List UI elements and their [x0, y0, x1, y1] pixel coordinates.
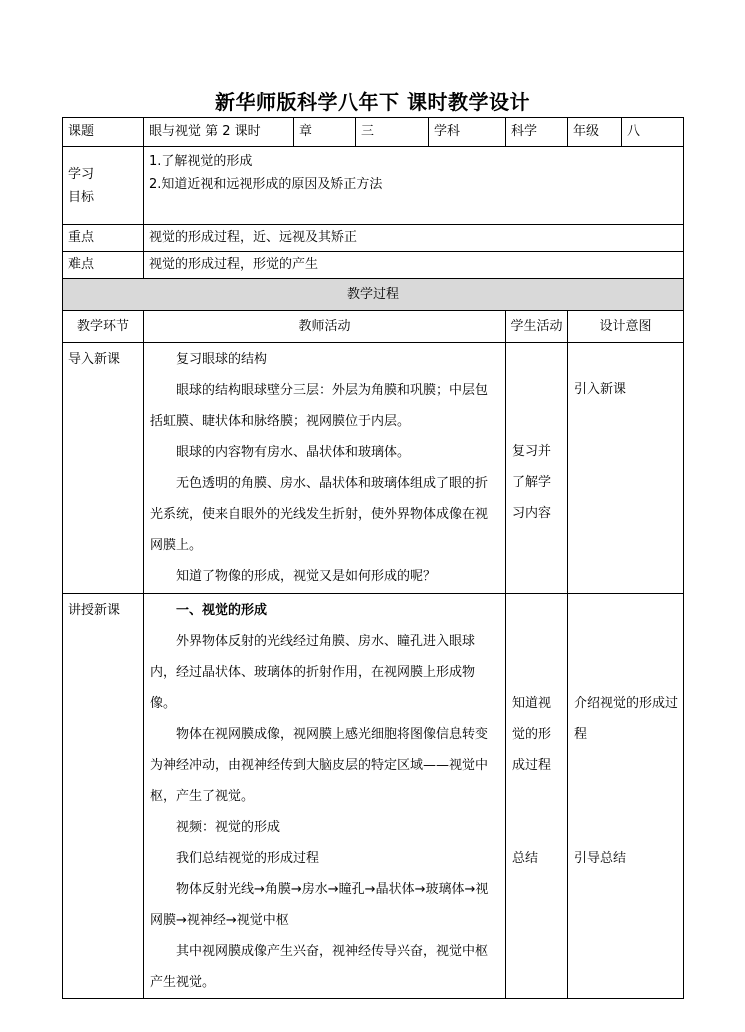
objectives-label-line: 学习	[68, 166, 95, 182]
subject-value: 科学	[506, 118, 568, 147]
student-activity-text: 复习并了解学习内容	[512, 444, 552, 521]
teacher-paragraph: 无色透明的角膜、房水、晶状体和玻璃体组成了眼的折光系统，使来自眼外的光线发生折射，使外界物体成像在视网膜上。	[150, 476, 489, 553]
process-header: 教学过程	[63, 279, 684, 311]
student-activity-text: 知道视觉的形成过程	[512, 696, 552, 773]
section-teaching-row	[63, 594, 684, 999]
document-title: 新华师版科学八年下 课时教学设计	[215, 90, 530, 114]
teacher-paragraph: 其中视网膜成像产生兴奋，视神经传导兴奋，视觉中枢产生视觉。	[150, 944, 489, 990]
col-student-header: 学生活动	[506, 311, 568, 343]
objectives-content	[144, 147, 684, 225]
difficulty-label: 难点	[63, 252, 144, 279]
teacher-paragraph: 物体在视网膜成像，视网膜上感光细胞将图像信息转变为神经冲动，由视神经传到大脑皮层的特定区域——视觉中枢，产生了视觉。	[150, 727, 489, 804]
column-header-row	[63, 311, 684, 343]
section-intro-row	[63, 343, 684, 594]
student-activity-text: 总结	[512, 851, 539, 866]
difficulty-row	[63, 252, 684, 279]
teacher-paragraph: 复习眼球的结构	[176, 352, 268, 367]
topic-label: 课题	[63, 118, 144, 147]
teacher-paragraph: 眼球的结构眼球壁分三层：外层为角膜和巩膜；中层包括虹膜、睫状体和脉络膜；视网膜位于内层。	[150, 383, 489, 429]
objective-item: 1.了解视觉的形成	[149, 154, 253, 169]
stage-label: 导入新课	[68, 352, 121, 367]
teacher-paragraph: 我们总结视觉的形成过程	[176, 851, 320, 866]
key-point-row	[63, 225, 684, 252]
key-point-value: 视觉的形成过程，近、远视及其矫正	[144, 225, 684, 252]
chapter-value: 三	[356, 118, 429, 147]
teaching-student-activity	[506, 594, 568, 999]
teaching-stage	[63, 594, 144, 999]
intro-stage	[63, 343, 144, 594]
objectives-row	[63, 147, 684, 225]
grade-label: 年级	[568, 118, 622, 147]
objectives-label-line: 目标	[68, 189, 95, 205]
col-intent-header: 设计意图	[568, 311, 684, 343]
design-intent-text: 引导总结	[574, 851, 627, 866]
difficulty-value: 视觉的形成过程，形觉的产生	[144, 252, 684, 279]
teacher-paragraph: 物体反射光线→角膜→房水→瞳孔→晶状体→玻璃体→视网膜→视神经→视觉中枢	[150, 882, 489, 928]
intro-student-activity	[506, 343, 568, 594]
info-row	[63, 118, 684, 147]
stage-label: 讲授新课	[68, 603, 121, 618]
teacher-paragraph: 视频：视觉的形成	[176, 820, 281, 835]
teaching-teacher-activity	[144, 594, 506, 999]
col-teacher-header: 教师活动	[144, 311, 506, 343]
teacher-paragraph: 知道了物像的形成，视觉又是如何形成的呢？	[176, 569, 437, 584]
subject-label: 学科	[429, 118, 506, 147]
grade-value: 八	[622, 118, 684, 147]
section-heading: 一、视觉的形成	[176, 603, 268, 618]
design-intent-text: 介绍视觉的形成过程	[574, 696, 679, 742]
objectives-label	[63, 147, 144, 225]
intro-design-intent	[568, 343, 684, 594]
teacher-paragraph: 外界物体反射的光线经过角膜、房水、瞳孔进入眼球内，经过晶状体、玻璃体的折射作用，在视网膜上形成物像。	[150, 634, 476, 711]
key-point-label: 重点	[63, 225, 144, 252]
teaching-design-intent	[568, 594, 684, 999]
lesson-plan-table	[62, 117, 684, 999]
design-intent-text: 引入新课	[574, 382, 627, 397]
teacher-paragraph: 眼球的内容物有房水、晶状体和玻璃体。	[176, 445, 411, 460]
col-stage-header: 教学环节	[63, 311, 144, 343]
process-header-row	[63, 279, 684, 311]
topic-value: 眼与视觉 第 2 课时	[144, 118, 294, 147]
chapter-label: 章	[294, 118, 356, 147]
objective-item: 2.知道近视和远视形成的原因及矫正方法	[149, 177, 383, 192]
intro-teacher-activity	[144, 343, 506, 594]
